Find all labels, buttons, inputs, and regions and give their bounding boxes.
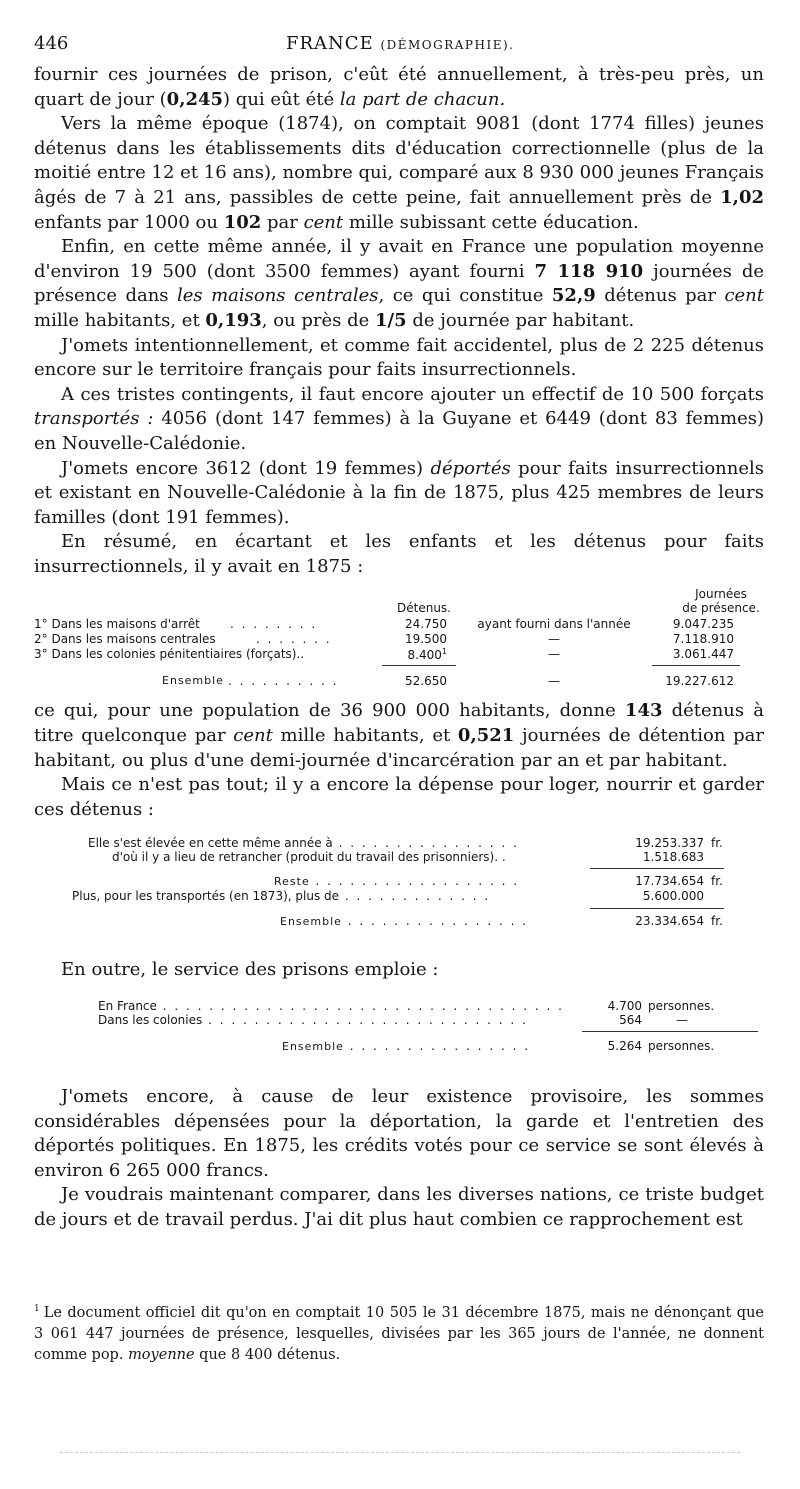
expense-label: Plus, pour les transportés (en 1873), plus de — [72, 889, 340, 904]
running-head — [34, 33, 764, 57]
bold-figure: 1,02 — [720, 186, 764, 208]
italic-run: cent — [724, 285, 765, 307]
text-run: enfants par 1000 ou — [34, 211, 224, 233]
footnote-marker: 1 — [441, 647, 447, 657]
bold-figure: 52,9 — [551, 285, 596, 307]
footnote-italic: moyenne — [128, 1346, 195, 1363]
subtract-rule — [590, 868, 724, 869]
bold-figure: 1/5 — [375, 309, 407, 331]
row-note: — — [548, 632, 560, 647]
table-row — [34, 617, 764, 633]
paragraph-11: J'omets encore, à cause de leur existence provisoire, les sommes considérables dépensées pour la déportation, la garde et l'entretien des déportés politiques. En 1875, les crédits votés pour ce service se sont élevés à environ 6 265 000 francs. — [34, 1086, 764, 1181]
text-run: journées de présence dans — [34, 260, 764, 307]
staff-unit: personnes. — [648, 1039, 715, 1054]
expense-value: 1.518.683 — [642, 850, 704, 865]
staff-label: En France — [98, 999, 157, 1014]
bold-figure: 143 — [624, 700, 663, 722]
table-total-row — [34, 674, 764, 690]
staff-line-2 — [98, 1013, 528, 1029]
prison-staff-table — [34, 987, 764, 1071]
footnote-text-end: que 8 400 détenus. — [194, 1346, 341, 1363]
leader-dots: . . . . . . . . . . . . . . . . — [332, 836, 519, 851]
staff-unit: — — [676, 1013, 688, 1028]
italic-run: la part de chacun. — [339, 88, 506, 110]
paragraph-6 — [34, 457, 764, 531]
row-label: 1° Dans les maisons d'arrêt — [34, 617, 200, 632]
text-run: pour faits insurrectionnels et existant en Nouvelle-Calédonie à la fin de 1875, plus 425 membres de leurs familles (dont 191 femmes). — [34, 457, 764, 528]
total-label: Ensemble — [280, 915, 342, 929]
total-detenus: 52.650 — [405, 674, 447, 689]
expense-line-2: d'où il y a lieu de retrancher (produit du travail des prisonniers). . — [112, 850, 506, 865]
header-detenus: Détenus. — [397, 601, 451, 616]
expense-value: 17.734.654 — [635, 874, 704, 889]
text-run: de journée par habitant. — [406, 309, 635, 331]
footnote — [34, 1299, 764, 1366]
row-note: ayant fourni dans l'année — [477, 617, 631, 632]
leader-dots: . . . . . . . . . . . . . — [339, 889, 491, 904]
text-run: fournir ces journées de prison, c'eût été annuellement, à très-peu près, un quart de jour ( — [34, 64, 764, 110]
page-number: 446 — [34, 33, 69, 54]
row-journees: 3.061.447 — [672, 647, 734, 662]
leader-dots: . . . . . . . . . . . . . . . . — [343, 1039, 531, 1054]
running-title — [286, 33, 514, 54]
sum-rule — [582, 1031, 758, 1032]
paragraph-8 — [34, 699, 764, 773]
row-note: — — [548, 647, 560, 662]
staff-value: 4.700 — [607, 999, 642, 1014]
staff-unit: personnes. — [648, 999, 715, 1014]
text-run: par — [261, 211, 304, 233]
text-run: mille habitants, et — [272, 725, 458, 747]
staff-total-value: 5.264 — [607, 1039, 642, 1054]
total-note: — — [548, 674, 560, 689]
italic-run: transportés : — [34, 408, 154, 430]
paragraph-2 — [34, 112, 764, 235]
leader-dots: . . . . . . . . . . . . . . . . . . . . . . . . . . . . — [202, 1013, 528, 1028]
paragraph-4: J'omets intentionnellement, et comme fait accidentel, plus de 2 225 détenus encore sur le territoire français pour faits insurrectionnels. — [34, 334, 764, 381]
bold-figure: 0,521 — [457, 725, 515, 747]
staff-total — [282, 1039, 530, 1055]
table-row — [34, 632, 764, 648]
text-run: 4056 (dont 147 femmes) à la Guyane et 6449 (dont 83 femmes) en Nouvelle-Calédonie. — [34, 408, 764, 454]
leader-dots: . . . . . . . . . . — [228, 674, 339, 689]
reste-label: Reste — [274, 875, 310, 889]
leader-dots: . . . . . . . . . . . . . . . . — [341, 914, 529, 929]
expense-total — [280, 914, 528, 930]
total-label: Ensemble — [282, 1040, 344, 1054]
expense-total-value: 23.334.654 — [635, 914, 704, 929]
leader-dots: . . . . . . . . — [230, 617, 318, 632]
paragraph-7: En résumé, en écartant et les enfants et les détenus pour faits insurrectionnels, il y avait en 1875 : — [34, 531, 764, 577]
sum-rule — [652, 665, 740, 666]
paragraph-12: Je voudrais maintenant comparer, dans les diverses nations, ce triste budget de jours et de travail perdus. J'ai dit plus haut combien ce rapprochement est — [34, 1184, 764, 1230]
footnote-text: Le document officiel dit qu'on en comptait 10 505 le 31 décembre 1875, mais ne dénonçant que 3 061 447 journées de présence, lesquelles, divisées par les 365 jours de l'année, ne donnent comme pop. — [34, 1304, 764, 1363]
italic-run: cent — [233, 725, 273, 747]
total-journees: 19.227.612 — [665, 674, 734, 689]
sum-rule — [590, 908, 724, 909]
expense-line-4 — [72, 889, 490, 905]
row-detenus: 24.750 — [405, 617, 447, 632]
expense-table — [34, 828, 764, 956]
running-title-main: FRANCE — [286, 33, 374, 54]
expense-label: Elle s'est élevée en cette même année à — [88, 836, 333, 851]
scan-bottom-artifact — [60, 1452, 740, 1453]
text-run: journées de détention par habitant, ou plus d'une demi-journée d'incarcération par an et par habitant. — [34, 725, 764, 771]
expense-unit: fr. — [711, 914, 723, 929]
paragraph-10: En outre, le service des prisons emploie : — [61, 959, 439, 981]
staff-label: Dans les colonies — [98, 1013, 203, 1028]
leader-dots: . . . . . . . . . . . . . . . . . . . . . . . . . . . . . . . . . . . — [156, 999, 564, 1014]
text-run: détenus par — [595, 285, 725, 307]
paragraph-1 — [34, 63, 764, 112]
row-journees: 7.118.910 — [672, 632, 734, 647]
bold-figure: 102 — [223, 211, 262, 233]
row-detenus — [389, 647, 447, 662]
text-run: ) qui eût été — [223, 88, 340, 110]
text-run: Enfin, en cette même année, il y avait en France une population moyenne d'environ 19 500 (dont 3500 femmes) ayant fourni — [34, 236, 764, 282]
bold-figure: 7 118 910 — [534, 260, 644, 282]
leader-dots: . . . . . . . . . . . . . . . . . . — [309, 874, 520, 889]
italic-run: déportés — [430, 457, 511, 479]
text-run: détenus à titre quelconque par — [34, 700, 764, 747]
italic-run: cent — [303, 211, 344, 233]
running-title-sub: (DÉMOGRAPHIE). — [380, 38, 515, 52]
table-row — [34, 647, 764, 663]
row-label: 2° Dans les maisons centrales — [34, 632, 216, 647]
header-journees-2: de présence. — [682, 601, 760, 616]
staff-value: 564 — [619, 1013, 642, 1028]
row-journees: 9.047.235 — [672, 617, 734, 632]
text-run: A ces tristes contingents, il faut encore ajouter un effectif de 10 500 forçats — [61, 383, 764, 405]
footnote-marker: 1 — [34, 1304, 40, 1314]
text-run: , ce qui constitue — [378, 285, 552, 307]
text-run: mille habitants, et — [34, 309, 206, 331]
leader-dots: . . . . . . . — [256, 632, 332, 647]
paragraph-9: Mais ce n'est pas tout; il y a encore la dépense pour loger, nourrir et garder ces détenus : — [34, 774, 764, 820]
expense-value: 5.600.000 — [642, 889, 704, 904]
paragraph-3 — [34, 235, 764, 333]
text-run: Vers la même époque (1874), on comptait 9081 (dont 1774 filles) jeunes détenus dans les établissements dits d'éducation correctionnelle (plus de la moitié entre 12 et 16 ans), nombre qui, comparé aux 8 930 000 jeunes Français âgés de 7 à 21 ans, passibles de cette peine, fait annuellement près de — [34, 113, 764, 208]
header-journees-1: Journées — [695, 587, 747, 602]
row-detenus: 19.500 — [405, 632, 447, 647]
expense-value: 19.253.337 — [635, 836, 704, 851]
page-body — [34, 63, 764, 1233]
detainee-summary-table — [34, 581, 764, 699]
sum-rule — [382, 665, 456, 666]
expense-line-3 — [274, 874, 519, 890]
bold-figure: 0,245 — [166, 88, 224, 110]
text-run: , ou près de — [261, 309, 376, 331]
bold-figure: 0,193 — [205, 309, 262, 331]
paragraph-5 — [34, 383, 764, 457]
total-label: Ensemble — [162, 674, 224, 688]
text-run: ce qui, pour une population de 36 900 000 habitants, donne — [34, 700, 625, 722]
text-run: mille subissant cette éducation. — [343, 211, 639, 233]
expense-unit: fr. — [711, 836, 723, 851]
text-run: J'omets encore 3612 (dont 19 femmes) — [61, 457, 431, 479]
row-label: 3° Dans les colonies pénitentiaires (forçats).. — [34, 647, 305, 662]
expense-unit: fr. — [711, 874, 723, 889]
row-detenus-value: 8.400 — [407, 648, 442, 663]
italic-run: les maisons centrales — [176, 285, 379, 307]
